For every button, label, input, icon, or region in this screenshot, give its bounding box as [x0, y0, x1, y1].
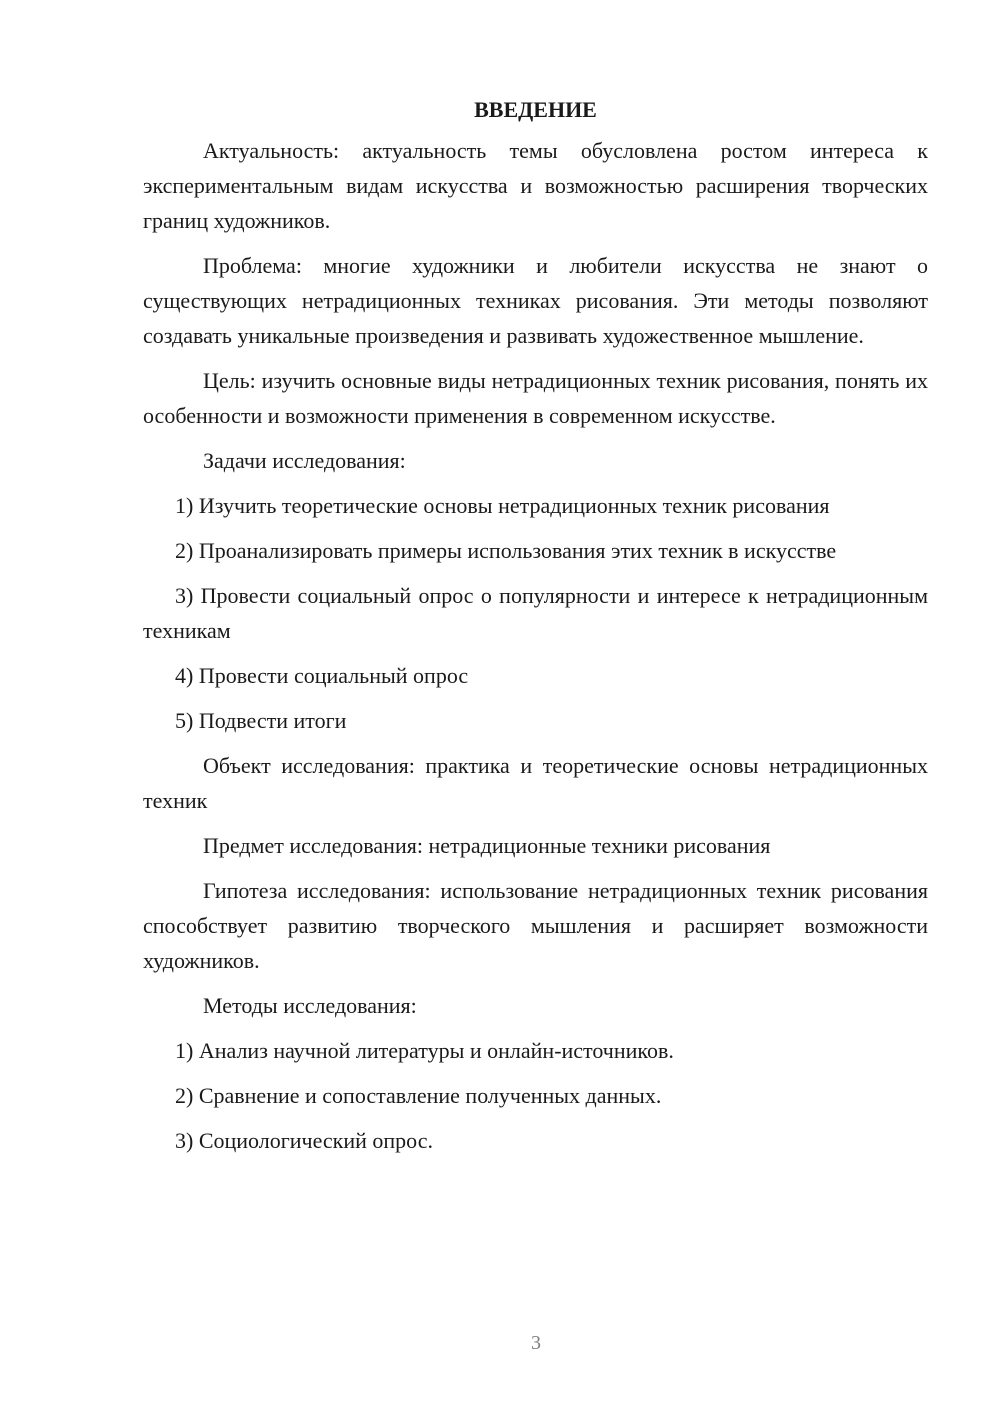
task-item: 4) Провести социальный опрос [175, 663, 469, 688]
goal-paragraph: Цель: изучить основные виды нетрадиционных техник рисования, понять их особенности и возможности применения в современном искусстве. [143, 368, 928, 428]
page-title: ВВЕДЕНИЕ [474, 97, 597, 122]
page-number: 3 [531, 1332, 541, 1354]
methods-title: Методы исследования: [203, 993, 417, 1018]
task-item: 5) Подвести итоги [175, 708, 347, 733]
method-item: 3) Социологический опрос. [175, 1128, 433, 1153]
object-paragraph: Объект исследования: практика и теоретические основы нетрадиционных техник [143, 753, 928, 813]
task-item: 1) Изучить теоретические основы нетрадиционных техник рисования [175, 493, 830, 518]
subject-paragraph: Предмет исследования: нетрадиционные техники рисования [203, 833, 771, 858]
method-item: 2) Сравнение и сопоставление полученных данных. [175, 1083, 662, 1108]
problem-paragraph: Проблема: многие художники и любители искусства не знают о существующих нетрадиционных техниках рисования. Эти методы позволяют создавать уникальные произведения и развивать художественное мышление. [143, 253, 928, 348]
task-item: 2) Проанализировать примеры использования этих техник в искусстве [175, 538, 837, 563]
relevance-paragraph: Актуальность: актуальность темы обусловлена ростом интереса к экспериментальным видам искусства и возможностью расширения творческих границ художников. [143, 138, 928, 233]
method-item: 1) Анализ научной литературы и онлайн-источников. [175, 1038, 674, 1063]
task-item: 3) Провести социальный опрос о популярности и интересе к нетрадиционным техникам [143, 583, 928, 643]
document-body [143, 92, 928, 1168]
hypothesis-paragraph: Гипотеза исследования: использование нетрадиционных техник рисования способствует развитию творческого мышления и расширяет возможности художников. [143, 878, 928, 973]
tasks-title: Задачи исследования: [203, 448, 406, 473]
